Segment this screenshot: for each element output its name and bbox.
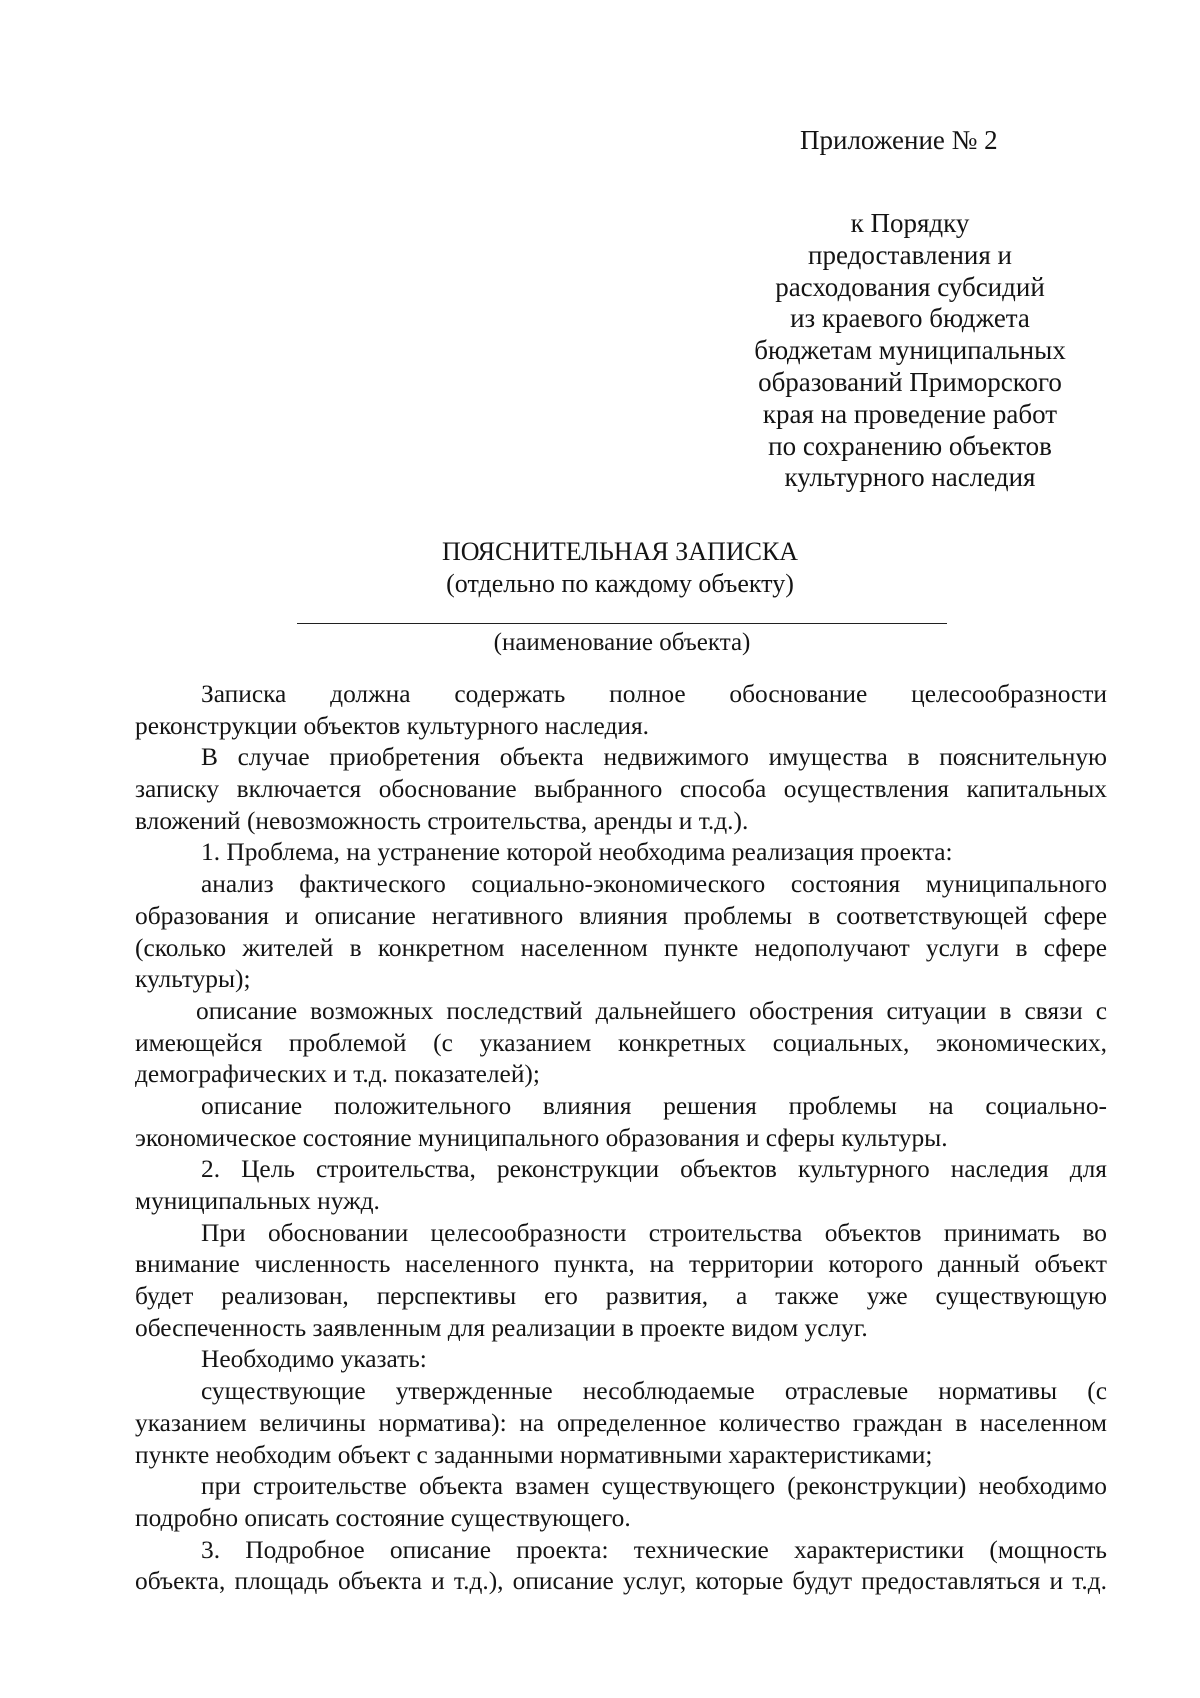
appendix-title: Приложение № 2	[800, 125, 998, 155]
body-line: анализ фактического социально-экономического состояния муниципального	[201, 870, 1107, 899]
body-line: Записка должна содержать полное обоснование целесообразности	[201, 680, 1107, 708]
body-line: существующие утвержденные несоблюдаемые отраслевые нормативы (с	[201, 1377, 1107, 1406]
body-line: реконструкции объектов культурного наследия.	[135, 711, 650, 740]
object-name-underline	[297, 623, 947, 624]
body-line: культуры);	[135, 965, 251, 994]
body-line: подробно описать состояние существующего.	[135, 1503, 631, 1532]
body-line: обеспеченность заявленным для реализации в проекте видом услуг.	[135, 1313, 868, 1342]
appendix-line: бюджетам муниципальных	[754, 335, 1066, 366]
appendix-line: края на проведение работ	[762, 398, 1058, 429]
body-line: 2. Цель строительства, реконструкции объектов культурного наследия для	[201, 1155, 1107, 1184]
body-line: имеющейся проблемой (с указанием конкретных социальных, экономических,	[135, 1028, 1107, 1057]
body-line: описание возможных последствий дальнейшего обострения ситуации в связи с	[196, 996, 1107, 1025]
body-line: будет реализован, перспективы его развития, а также уже существующую	[135, 1282, 1107, 1311]
body-line: экономическое состояние муниципального образования и сферы культуры.	[135, 1123, 948, 1152]
document-heading	[0, 536, 1200, 600]
body-line: записку включается обоснование выбранного способа осуществления капитальных	[135, 775, 1107, 804]
appendix-line: по сохранению объектов	[768, 430, 1052, 461]
document-body	[135, 679, 1107, 1598]
body-line: При обосновании целесообразности строительства объектов принимать во	[201, 1218, 1107, 1247]
body-line: (сколько жителей в конкретном населенном пункте недополучают услуги в сфере	[135, 933, 1107, 962]
body-line: при строительстве объекта взамен существующего (реконструкции) необходимо	[201, 1472, 1107, 1501]
body-line: образования и описание негативного влияния проблемы в соответствующей сфере	[135, 901, 1107, 930]
body-line: вложений (невозможность строительства, аренды и т.д.).	[135, 806, 749, 835]
object-name-caption: (наименование объекта)	[493, 629, 751, 656]
appendix-line: культурного наследия	[784, 462, 1036, 493]
appendix-line: предоставления и	[808, 239, 1012, 270]
body-line: внимание численность населенного пункта, на территории которого данный объект	[135, 1250, 1107, 1279]
body-line: 1. Проблема, на устранение которой необходима реализация проекта:	[201, 838, 953, 867]
body-line: указанием величины норматива): на определенное количество граждан в населенном	[135, 1408, 1107, 1437]
body-line: муниципальных нужд.	[135, 1187, 380, 1215]
body-line: пункте необходим объект с заданными нормативными характеристиками;	[135, 1440, 933, 1469]
appendix-line: из краевого бюджета	[790, 303, 1030, 334]
body-line: демографических и т.д. показателей);	[135, 1060, 540, 1089]
body-line: описание положительного влияния решения проблемы на социально-	[201, 1091, 1107, 1120]
appendix-line: к Порядку	[850, 208, 970, 238]
body-line: Необходимо указать:	[201, 1345, 427, 1374]
body-line: объекта, площадь объекта и т.д.), описание услуг, которые будут предоставляться и т.д.	[135, 1567, 1107, 1596]
document-subtitle: (отдельно по каждому объекту)	[446, 569, 794, 598]
body-line: В случае приобретения объекта недвижимого имущества в пояснительную	[201, 743, 1107, 772]
appendix-line: образований Приморского	[758, 366, 1062, 397]
document-title: ПОЯСНИТЕЛЬНАЯ ЗАПИСКА	[441, 537, 799, 566]
appendix-line: расходования субсидий	[775, 271, 1045, 302]
body-line: 3. Подробное описание проекта: технические характеристики (мощность	[201, 1535, 1107, 1564]
appendix-reference	[740, 208, 1080, 494]
